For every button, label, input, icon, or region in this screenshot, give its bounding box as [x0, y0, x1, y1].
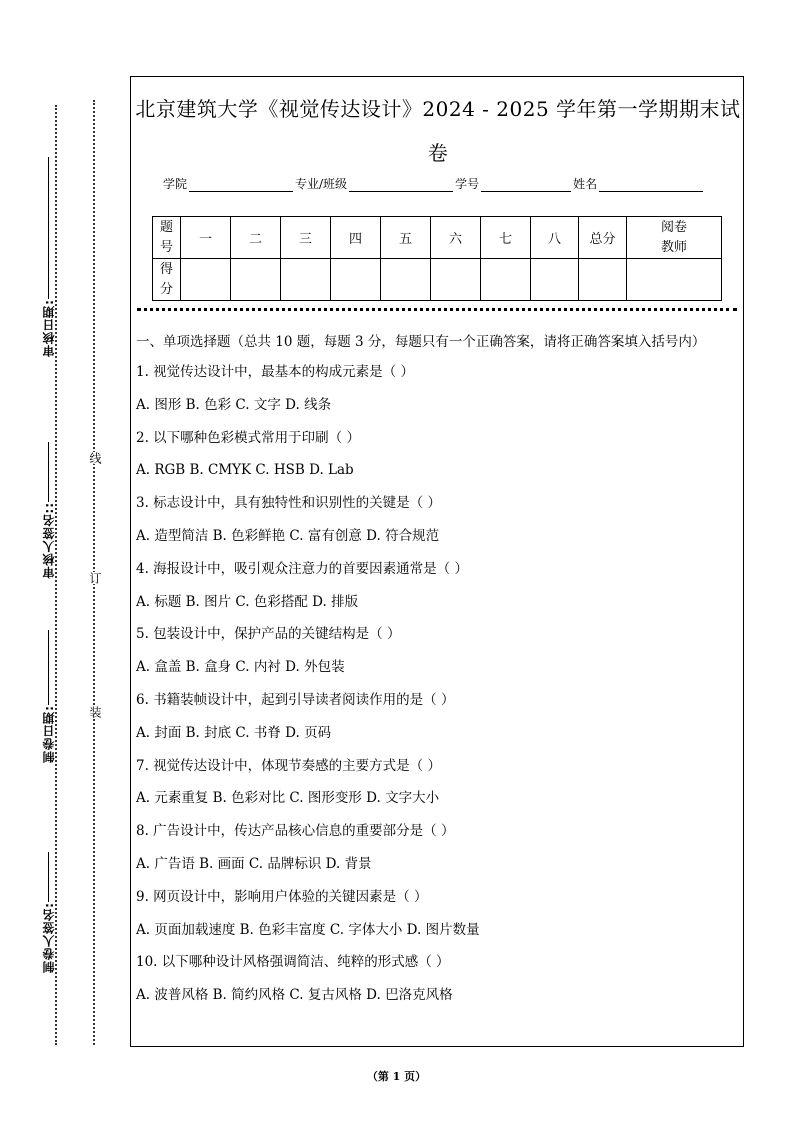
college-label: 学院 [163, 177, 188, 191]
compile-date-text: 制卷日期: [41, 705, 56, 763]
col-header-grader [627, 217, 722, 259]
question-10: 10. 以下哪种设计风格强调简洁、纯粹的形式感（ ） [136, 954, 450, 971]
question-2: 2. 以下哪种色彩模式常用于印刷（ ） [136, 429, 360, 446]
options-8: A. 广告语 B. 画面 C. 品牌标识 D. 背景 [136, 855, 372, 872]
options-2: A. RGB B. CMYK C. HSB D. Lab [136, 462, 354, 479]
section-separator [137, 308, 737, 311]
col-header-grader-text: 阅卷教师 [660, 219, 687, 255]
options-4: A. 标题 B. 图片 C. 色彩搭配 D. 排版 [136, 593, 359, 610]
compile-date-line [48, 630, 49, 705]
score-cell-3[interactable] [281, 259, 331, 301]
options-3: A. 造型简洁 B. 色彩鲜艳 C. 富有创意 D. 符合规范 [136, 527, 440, 544]
col-header-4: 四 [331, 217, 381, 259]
options-5: A. 盒盖 B. 盒身 C. 内衬 D. 外包装 [136, 659, 345, 676]
options-6: A. 封面 B. 封底 C. 书脊 D. 页码 [136, 724, 332, 741]
question-7: 7. 视觉传达设计中，体现节奏感的主要方式是（ ） [136, 757, 441, 774]
col-header-5: 五 [381, 217, 431, 259]
exam-title: 北京建筑大学《视觉传达设计》2024 - 2025 学年第一学期期末试卷 [135, 97, 741, 165]
score-cell-8[interactable] [531, 259, 579, 301]
score-cell-total[interactable] [579, 259, 627, 301]
student-info-row [163, 175, 705, 192]
score-cell-6[interactable] [431, 259, 481, 301]
question-number-header-text: 题号 [159, 219, 173, 255]
question-9: 9. 网页设计中，影响用户体验的关键因素是（ ） [136, 888, 428, 905]
student-id-label: 学号 [455, 177, 480, 191]
binding-char-line: 线 [88, 452, 102, 464]
question-3: 3. 标志设计中，具有独特性和识别性的关键是（ ） [136, 495, 441, 512]
review-date-line [48, 157, 49, 299]
score-table [152, 216, 722, 301]
major-class-field[interactable] [349, 179, 453, 192]
review-date-text: 审核日期: [41, 299, 56, 357]
question-4: 4. 海报设计中，吸引观众注意力的首要因素通常是（ ） [136, 560, 468, 577]
student-id-field[interactable] [481, 179, 571, 192]
page-number: （第 1 页） [366, 1070, 427, 1083]
options-10: A. 波普风格 B. 简约风格 C. 复古风格 D. 巴洛克风格 [136, 987, 453, 1004]
col-header-3: 三 [281, 217, 331, 259]
major-class-label: 专业/班级 [295, 177, 348, 191]
name-field[interactable] [599, 179, 703, 192]
score-row-header [153, 259, 181, 301]
score-cell-7[interactable] [481, 259, 531, 301]
compiler-signature-line [48, 852, 49, 902]
question-5: 5. 包装设计中，保护产品的关键结构是（ ） [136, 626, 401, 643]
score-row-header-text: 得分 [159, 261, 173, 297]
compiler-signature-text: 制卷人签名: [41, 902, 56, 973]
question-8: 8. 广告设计中，传达产品核心信息的重要部分是（ ） [136, 823, 455, 840]
col-header-total: 总分 [579, 217, 627, 259]
name-label: 姓名 [573, 177, 598, 191]
col-header-7: 七 [481, 217, 531, 259]
college-field[interactable] [189, 179, 293, 192]
binding-char-pack: 装 [88, 706, 102, 718]
question-number-header [153, 217, 181, 259]
section-1-title: 一、单项选择题（总共 10 题，每题 3 分，每题只有一个正确答案，请将正确答案填入括号内） [136, 334, 706, 350]
col-header-6: 六 [431, 217, 481, 259]
question-1: 1. 视觉传达设计中，最基本的构成元素是（ ） [136, 364, 414, 380]
score-cell-grader[interactable] [627, 259, 722, 301]
col-header-2: 二 [231, 217, 281, 259]
col-header-8: 八 [531, 217, 579, 259]
col-header-1: 一 [181, 217, 231, 259]
score-cell-1[interactable] [181, 259, 231, 301]
question-6: 6. 书籍装帧设计中，起到引导读者阅读作用的是（ ） [136, 691, 455, 708]
exam-frame [130, 76, 744, 1047]
section-1 [136, 331, 740, 1017]
score-cell-4[interactable] [331, 259, 381, 301]
options-1: A. 图形 B. 色彩 C. 文字 D. 线条 [136, 396, 332, 413]
outer-dotted-line [55, 105, 57, 1045]
reviewer-signature-line [48, 442, 49, 502]
options-7: A. 元素重复 B. 色彩对比 C. 图形变形 D. 文字大小 [136, 790, 440, 807]
options-9: A. 页面加载速度 B. 色彩丰富度 C. 字体大小 D. 图片数量 [136, 921, 480, 938]
score-cell-5[interactable] [381, 259, 431, 301]
score-cell-2[interactable] [231, 259, 281, 301]
binding-char-bind: 订 [88, 572, 102, 584]
reviewer-signature-text: 审核人签名:: [41, 502, 56, 579]
